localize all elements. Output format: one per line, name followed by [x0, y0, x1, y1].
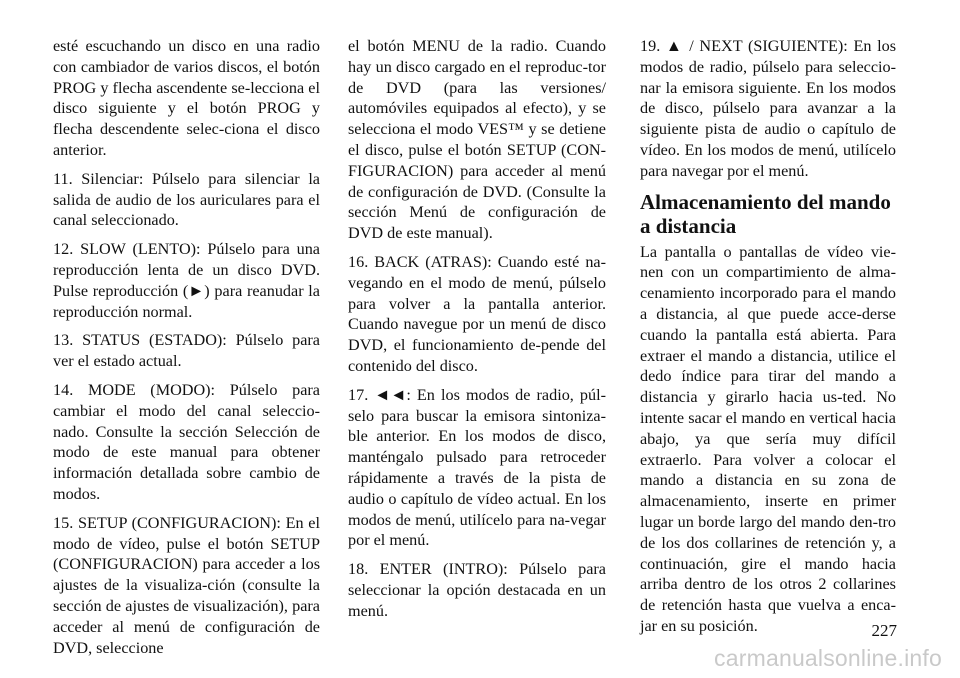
text-column-3: [640, 36, 896, 645]
watermark: carmanualsonline.info: [714, 645, 942, 671]
paragraph: 18. ENTER (INTRO): Púlselo para seleccionar la opción destacada en un menú.: [348, 560, 606, 620]
paragraph: 16. BACK (ATRAS): Cuando esté na-vegando en el modo de menú, púlselo para volver a la pantalla anterior. Cuando navegue por un menú de disco DVD, el funcionamiento de-pende del contenido del disco.: [348, 252, 606, 375]
text-column-2: [348, 36, 606, 630]
paragraph: 11. Silenciar: Púlselo para silenciar la salida de audio de los auriculares para el canal seleccionado.: [53, 169, 320, 230]
paragraph: 19. ▲ / NEXT (SIGUIENTE): En los modos de radio, púlselo para seleccio-nar la emisora siguiente. En los modos de disco, púlselo para avanzar a la siguiente pista de audio o capítulo de vídeo. En los modos de menú, utilícelo para navegar por el menú.: [640, 37, 896, 180]
section-heading: Almacenamiento del mando a distancia: [640, 189, 891, 238]
paragraph: esté escuchando un disco en una radio con cambiador de varios discos, el botón PROG y flecha ascendente se-lecciona el disco siguiente y el botón PROG y flecha descendente selec-ciona el disco anterior.: [53, 37, 320, 159]
paragraph: 12. SLOW (LENTO): Púlselo para una reproducción lenta de un disco DVD. Pulse reproducción (►) para reanudar la reproducción normal.: [53, 240, 320, 321]
paragraph: 13. STATUS (ESTADO): Púlselo para ver el estado actual.: [53, 331, 320, 371]
text-column-1: [53, 36, 320, 666]
paragraph: 15. SETUP (CONFIGURACION): En el modo de vídeo, pulse el botón SETUP (CONFIGURACION) para acceder a los ajustes de la visualiza-ción (consulte la sección de ajustes de visualización), para acceder al menú de configuración de DVD, seleccione: [53, 513, 320, 657]
paragraph: 14. MODE (MODO): Púlselo para cambiar el modo del canal seleccio-nado. Consulte la sección Selección de modo de este manual para obtener información detallada sobre cambio de modos.: [53, 380, 320, 503]
paragraph: 17. ◄◄: En los modos de radio, púl-selo para buscar la emisora sintoniza-ble anterior. En los modos de disco, manténgalo pulsado para retroceder rápidamente a través de la pista de audio o capítulo de vídeo actual. En los modos de menú, utilícelo para na-vegar por el menú.: [348, 385, 606, 550]
page-number: 227: [871, 621, 897, 640]
paragraph: el botón MENU de la radio. Cuando hay un disco cargado en el reproduc-tor de DVD (para las versiones/ automóviles equipados al efecto), y se selecciona el modo VES™ y se detiene el disco, pulse el botón SETUP (CON-FIGURACION) para acceder al menú de configuración de DVD. (Consulte la sección Menú de configuración de DVD de este manual).: [348, 37, 606, 243]
paragraph: La pantalla o pantallas de vídeo vie-nen con un compartimiento de alma-cenamiento incorporado para el mando a distancia, al que puede acce-derse cuando la pantalla está abierta. Para extraer el mando a distancia, utilice el dedo índice para tirar del mando a distancia y girarlo hacia us-ted. No intente sacar el mando en vertical hacia abajo, ya que sería muy difícil extraerlo. Para volver a colocar el mando a distancia en su zona de almacenamiento, inserte en primer lugar un borde largo del mando den-tro de los dos collarines de retención y, a continuación, gire el mando hacia arriba dentro de los otros 2 collarines de retención hasta que vuelva a enca-jar en su posición.: [640, 242, 896, 635]
